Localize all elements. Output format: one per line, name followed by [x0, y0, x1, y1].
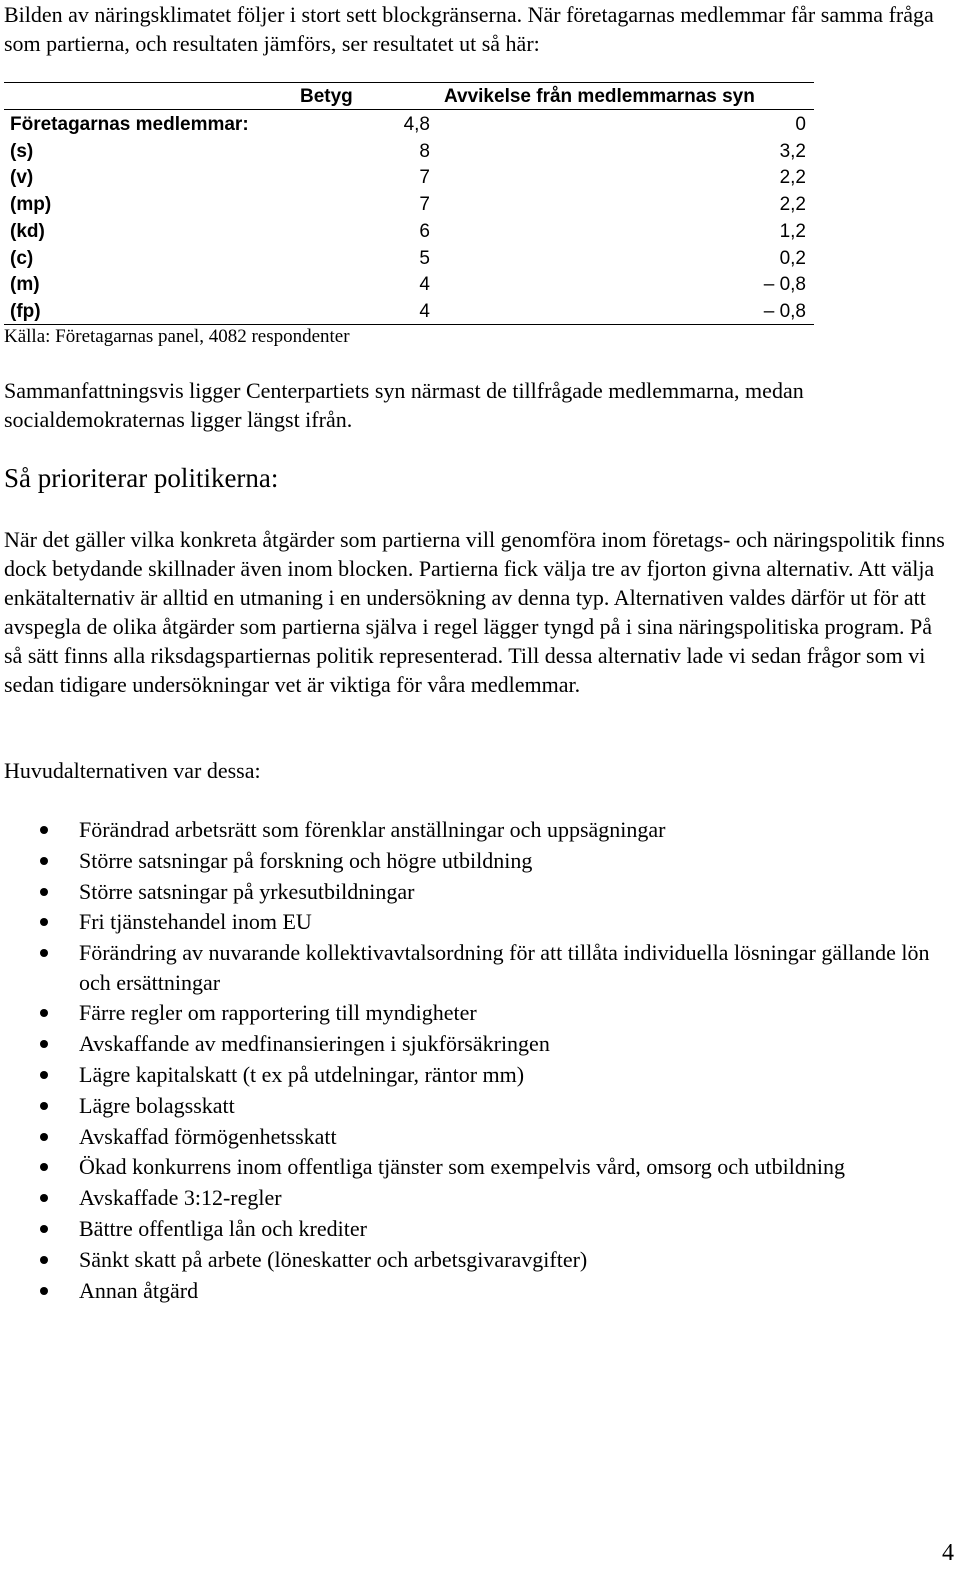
table-header-rule — [4, 109, 814, 110]
bullet-icon — [40, 1071, 48, 1079]
body-paragraph: När det gäller vilka konkreta åtgärder som partierna vill genomföra inom företags- och näringspolitik finns dock betydande skillnader även inom blocken. Partierna fick välja tre av fjorton givna alternativ. Att välja enkätalternativ är alltid en utmaning i en undersökning av denna typ. Alternativen valdes därför ut för att avspegla de olika åtgärder som partierna själva i regel lägger tyngd på i sina näringspolitiska program. På så sätt finns alla riksdagspartiernas politik representerad. Till dessa alternativ lade vi sedan frågor som vi sedan tidigare undersökningar vet är viktiga för våra medlemmar. — [4, 527, 945, 697]
table-row — [4, 114, 814, 140]
row-label: (kd) — [10, 220, 45, 242]
table-row — [4, 194, 814, 220]
row-label: (s) — [10, 140, 34, 162]
list-item-text: Bättre offentliga lån och krediter — [79, 1216, 367, 1242]
table-row — [4, 301, 814, 327]
row-betyg: 4 — [419, 300, 430, 322]
row-label: (c) — [10, 247, 34, 269]
row-avvikelse: – 0,8 — [763, 274, 806, 296]
bullet-icon — [40, 1225, 48, 1233]
row-avvikelse: 2,2 — [779, 167, 806, 189]
list-item — [0, 907, 950, 937]
bullet-icon — [40, 918, 48, 926]
row-betyg: 6 — [419, 220, 430, 242]
list-item — [0, 1152, 950, 1182]
bullet-icon — [40, 1102, 48, 1110]
list-item — [0, 1122, 950, 1152]
row-avvikelse: – 0,8 — [763, 300, 806, 322]
table-row — [4, 221, 814, 247]
list-item — [0, 1029, 950, 1059]
list-item-text: Större satsningar på yrkesutbildningar — [79, 878, 415, 904]
bullet-icon — [40, 1287, 48, 1295]
table-row — [4, 274, 814, 300]
row-avvikelse: 0,2 — [779, 247, 806, 269]
list-item — [0, 1276, 950, 1306]
row-avvikelse: 3,2 — [779, 140, 806, 162]
table-bottom-rule — [4, 324, 814, 325]
bullet-icon — [40, 888, 48, 896]
bullet-icon — [40, 826, 48, 834]
section-heading: Så prioriterar politikerna: — [4, 463, 279, 493]
row-betyg: 8 — [419, 140, 430, 162]
list-item — [0, 846, 950, 876]
bullet-icon — [40, 1194, 48, 1202]
table-row — [4, 167, 814, 193]
list-lead: Huvudalternativen var dessa: — [4, 758, 261, 783]
summary-paragraph: Sammanfattningsvis ligger Centerpartiets syn närmast de tillfrågade medlemmarna, medan socialdemokraternas ligger längst ifrån. — [4, 378, 804, 432]
bullet-icon — [40, 1256, 48, 1264]
list-item-text: Sänkt skatt på arbete (löneskatter och arbetsgivaravgifter) — [79, 1246, 588, 1272]
row-label: (v) — [10, 167, 34, 189]
list-item-text: Annan åtgärd — [79, 1277, 199, 1303]
row-betyg: 4 — [419, 274, 430, 296]
list-item — [0, 998, 950, 1028]
row-avvikelse: 0 — [795, 114, 806, 135]
list-item — [0, 877, 950, 907]
table-row — [4, 248, 814, 274]
list-item-text: Förändrad arbetsrätt som förenklar anställningar och uppsägningar — [79, 817, 666, 842]
bullet-icon — [40, 949, 48, 957]
list-item — [0, 1245, 950, 1275]
header-betyg: Betyg — [300, 86, 353, 107]
bullet-icon — [40, 857, 48, 865]
header-avvikelse: Avvikelse från medlemmarnas syn — [444, 86, 755, 107]
list-item — [0, 1214, 950, 1244]
page-number: 4 — [942, 1540, 954, 1566]
bullet-icon — [40, 1163, 48, 1171]
list-item-text: Avskaffade 3:12-regler — [79, 1185, 282, 1211]
list-item-text: Avskaffande av medfinansieringen i sjukförsäkringen — [79, 1031, 550, 1057]
row-avvikelse: 1,2 — [779, 220, 806, 242]
list-item-text: Lägre bolagsskatt — [79, 1092, 235, 1118]
table-row — [4, 141, 814, 167]
list-item — [0, 938, 950, 997]
row-betyg: 4,8 — [403, 114, 430, 135]
list-item-text: Avskaffad förmögenhetsskatt — [79, 1123, 337, 1149]
row-betyg: 7 — [419, 194, 430, 216]
list-item-text: Förändring av nuvarande kollektivavtalsordning för att tillåta individuella lösningar gällande lön och ersättningar — [79, 940, 930, 995]
row-label: Företagarnas medlemmar: — [10, 114, 249, 135]
row-label: (mp) — [10, 194, 52, 216]
intro-paragraph: Bilden av näringsklimatet följer i stort sett blockgränserna. När företagarnas medlemmar får samma fråga som partierna, och resultaten jämförs, ser resultatet ut så här: — [4, 2, 934, 56]
list-item-text: Lägre kapitalskatt (t ex på utdelningar, räntor mm) — [79, 1062, 525, 1088]
bullet-icon — [40, 1040, 48, 1048]
list-item-text: Färre regler om rapportering till myndigheter — [79, 1000, 477, 1026]
list-item-text: Större satsningar på forskning och högre utbildning — [79, 847, 533, 873]
table-top-rule — [4, 82, 814, 83]
bullet-icon — [40, 1009, 48, 1017]
list-item — [0, 1060, 950, 1090]
row-label: (fp) — [10, 300, 41, 322]
table-source: Källa: Företagarnas panel, 4082 respondenter — [4, 326, 350, 347]
row-betyg: 7 — [419, 167, 430, 189]
alternatives-list — [0, 815, 950, 1306]
list-item-text: Fri tjänstehandel inom EU — [79, 909, 312, 935]
list-item — [0, 1183, 950, 1213]
list-item — [0, 815, 950, 845]
bullet-icon — [40, 1133, 48, 1141]
list-item — [0, 1091, 950, 1121]
row-avvikelse: 2,2 — [779, 194, 806, 216]
row-betyg: 5 — [419, 247, 430, 269]
row-label: (m) — [10, 274, 40, 296]
list-item-text: Ökad konkurrens inom offentliga tjänster som exempelvis vård, omsorg och utbildning — [79, 1154, 846, 1180]
